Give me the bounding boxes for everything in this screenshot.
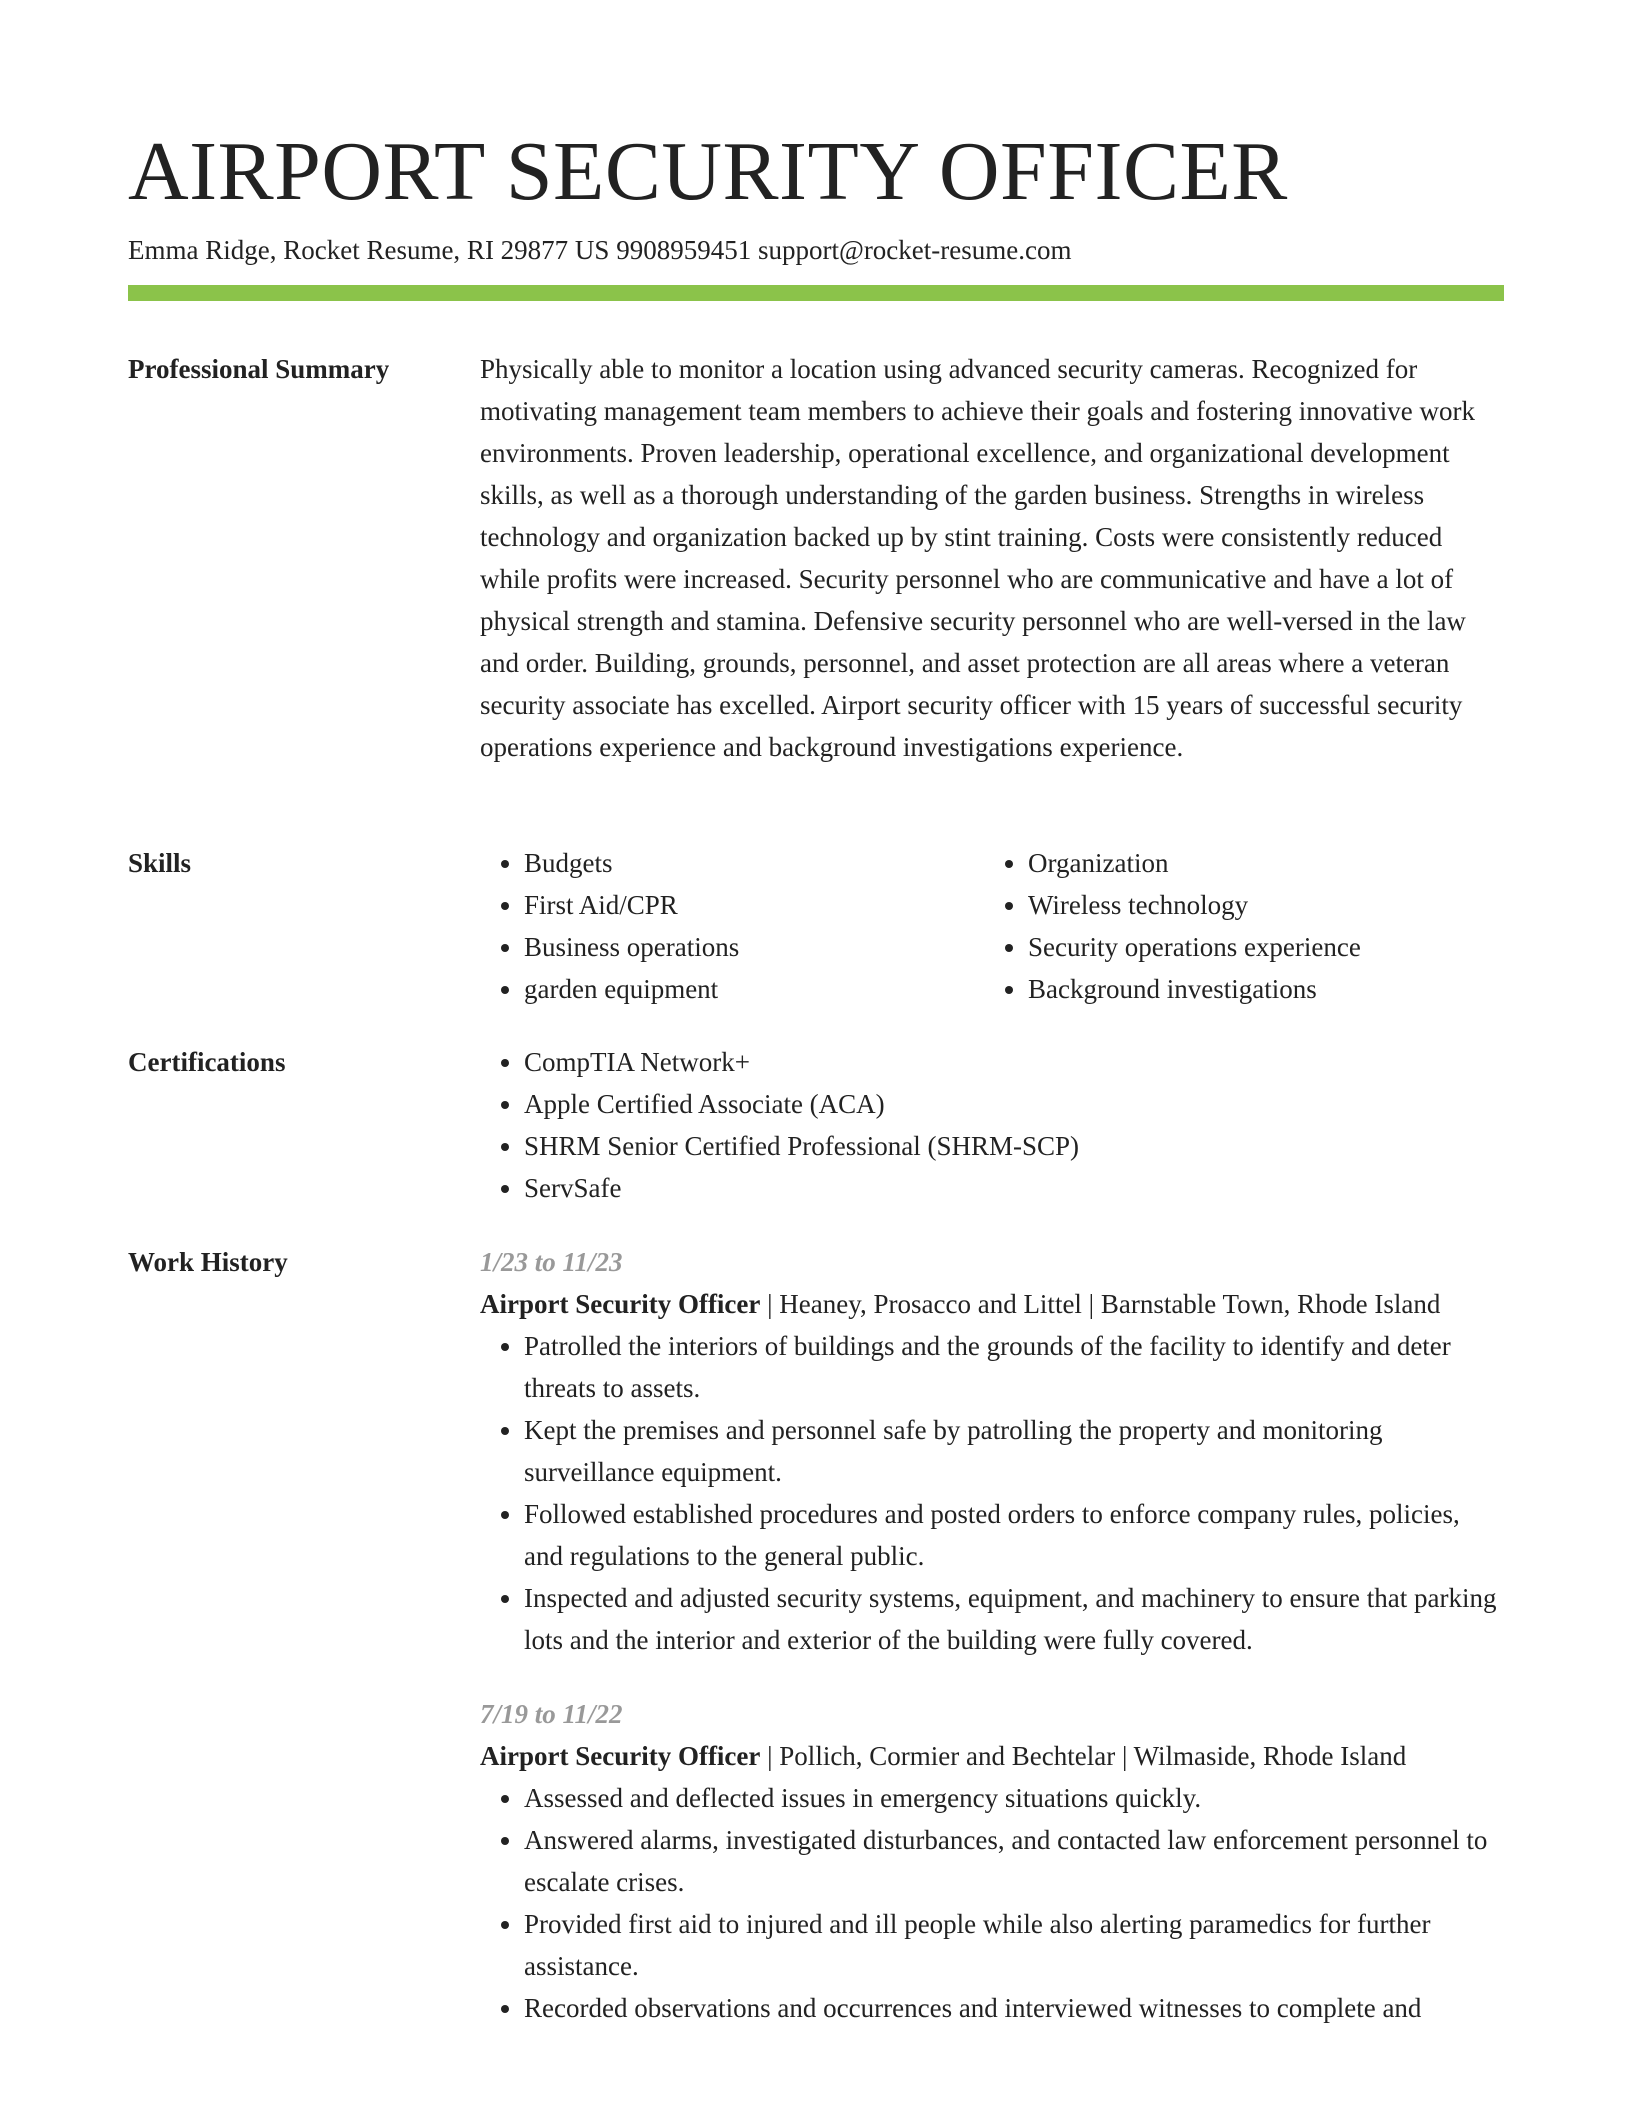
skill-item: • Budgets — [524, 842, 984, 884]
certifications-list — [480, 1041, 1504, 1209]
job-bullet: • Kept the premises and personnel safe by patrolling the property and monitoring surveillance equipment. — [524, 1409, 1504, 1493]
skill-item: • Business operations — [524, 926, 984, 968]
job-bullet: • Recorded observations and occurrences and interviewed witnesses to complete and — [524, 1987, 1504, 2029]
certification-item: • CompTIA Network+ — [524, 1041, 1504, 1083]
skill-item: • Background investigations — [1028, 968, 1504, 1010]
certifications-body — [480, 1041, 1504, 1209]
skills-list-left — [480, 842, 984, 1010]
summary-body — [480, 348, 1504, 768]
skill-item: • First Aid/CPR — [524, 884, 984, 926]
job-title: Airport Security Officer — [480, 1741, 761, 1771]
work-history-body — [480, 1241, 1504, 2029]
job-dates: 7/19 to 11/22 — [480, 1699, 623, 1729]
certification-item: • Apple Certified Associate (ACA) — [524, 1083, 1504, 1125]
job-bullet: • Followed established procedures and posted orders to enforce company rules, policies, and regulations to the general public. — [524, 1493, 1504, 1577]
skill-item: • Security operations experience — [1028, 926, 1504, 968]
summary-text: Physically able to monitor a location using advanced security cameras. Recognized for motivating management team members to achieve their goals and fostering innovative work environments. Proven leadership, operational excellence, and organizational development skills, as well as a thorough understanding of the garden business. Strengths in wireless technology and organization backed up by stint training. Costs were consistently reduced while profits were increased. Security personnel who are communicative and have a lot of physical strength and stamina. Defensive security personnel who are well-versed in the law and order. Building, grounds, personnel, and asset protection are all areas where a veteran security associate has excelled. Airport security officer with 15 years of successful security operations experience and background investigations experience. — [480, 354, 1475, 762]
skills-list-right — [984, 842, 1504, 1010]
certification-item: • ServSafe — [524, 1167, 1504, 1209]
job-bullets — [480, 1325, 1504, 1661]
job-bullet: • Provided first aid to injured and ill people while also alerting paramedics for further assistance. — [524, 1903, 1504, 1987]
certifications-heading: Certifications — [128, 1047, 286, 1077]
job-dates: 1/23 to 11/23 — [480, 1247, 623, 1277]
certification-item: • SHRM Senior Certified Professional (SHRM-SCP) — [524, 1125, 1504, 1167]
summary-heading: Professional Summary — [128, 354, 390, 384]
job-details: | Pollich, Cormier and Bechtelar | Wilmaside, Rhode Island — [760, 1741, 1407, 1771]
job-heading — [480, 1735, 1504, 1777]
job-entry — [480, 1693, 1504, 2029]
job-bullet: • Assessed and deflected issues in emergency situations quickly. — [524, 1777, 1504, 1819]
job-entry — [480, 1241, 1504, 1661]
job-details: | Heaney, Prosacco and Littel | Barnstable Town, Rhode Island — [760, 1289, 1441, 1319]
skill-item: • Wireless technology — [1028, 884, 1504, 926]
skill-item: • garden equipment — [524, 968, 984, 1010]
job-title: Airport Security Officer — [480, 1289, 761, 1319]
job-bullet: • Inspected and adjusted security systems, equipment, and machinery to ensure that parking lots and the interior and exterior of the building were fully covered. — [524, 1577, 1504, 1661]
job-bullet: • Patrolled the interiors of buildings and the grounds of the facility to identify and deter threats to assets. — [524, 1325, 1504, 1409]
skills-heading: Skills — [128, 848, 192, 878]
work-history-heading: Work History — [128, 1247, 288, 1277]
contact-line: Emma Ridge, Rocket Resume, RI 29877 US 9908959451 support@rocket-resume.com — [128, 235, 1072, 265]
job-bullets — [480, 1777, 1504, 2029]
job-heading — [480, 1283, 1504, 1325]
accent-divider — [128, 285, 1504, 301]
skills-body — [480, 842, 1504, 1010]
resume-title: AIRPORT SECURITY OFFICER — [128, 125, 1288, 218]
skill-item: • Organization — [1028, 842, 1504, 884]
job-bullet: • Answered alarms, investigated disturbances, and contacted law enforcement personnel to escalate crises. — [524, 1819, 1504, 1903]
